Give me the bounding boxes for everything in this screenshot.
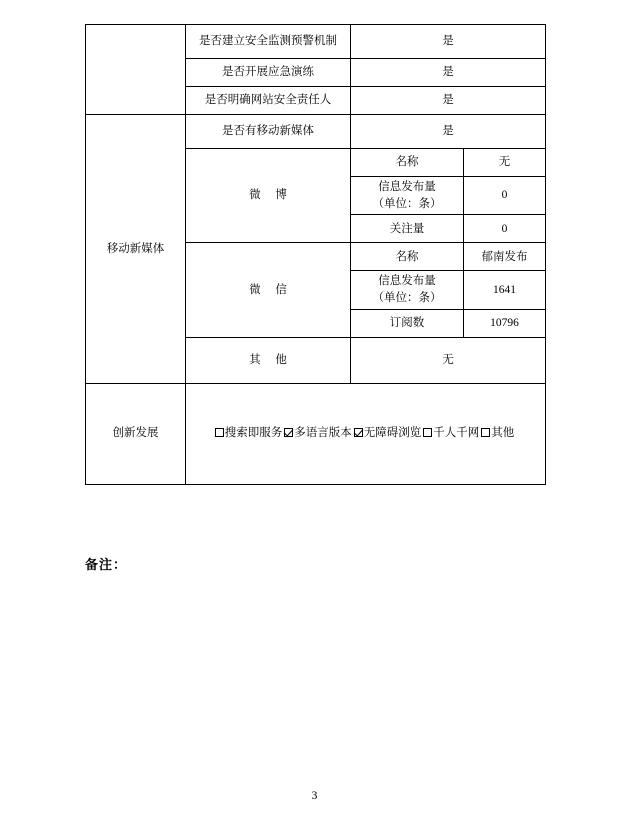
field-label-weixin-posts-line1: 信息发布量 (378, 275, 436, 288)
field-label-weibo-followers: 关注量 (351, 215, 464, 243)
field-value-weixin-subscribers: 10796 (464, 309, 546, 337)
row-value-security-owner: 是 (351, 87, 546, 115)
subsection-label-weixin: 微 信 (186, 243, 351, 337)
row-label-emergency-drill: 是否开展应急演练 (186, 59, 351, 87)
field-label-weibo-posts-line2: （单位：条） (372, 197, 442, 210)
checkbox-icon[interactable] (423, 428, 432, 437)
row-value-emergency-drill: 是 (351, 59, 546, 87)
field-label-weixin-subscribers: 订阅数 (351, 309, 464, 337)
subsection-label-weibo: 微 博 (186, 149, 351, 243)
field-value-weixin-posts: 1641 (464, 271, 546, 309)
field-value-weibo-followers: 0 (464, 215, 546, 243)
row-value-has-mobile-media: 是 (351, 115, 546, 149)
option-label-other: 其他 (491, 427, 515, 440)
option-label-search-as-service: 搜索即服务 (224, 427, 283, 440)
checkbox-checked-icon[interactable] (284, 428, 293, 437)
table-row (86, 25, 546, 59)
checkbox-checked-icon[interactable] (354, 428, 363, 437)
row-label-has-mobile-media: 是否有移动新媒体 (186, 115, 351, 149)
table-row (86, 115, 546, 149)
row-value-security-warning: 是 (351, 25, 546, 59)
field-label-weibo-posts-line1: 信息发布量 (378, 181, 436, 193)
field-label-weibo-name: 名称 (351, 149, 464, 177)
checkbox-icon[interactable] (481, 428, 490, 437)
page-number: 3 (311, 790, 318, 802)
field-label-weixin-name: 名称 (351, 243, 464, 271)
option-label-accessibility: 无障碍浏览 (363, 427, 422, 440)
report-table (85, 24, 546, 485)
option-personalized[interactable] (423, 427, 479, 439)
field-value-weibo-name: 无 (464, 149, 546, 177)
field-label-weibo-posts (351, 177, 464, 215)
innovation-options-cell (186, 383, 546, 484)
option-other[interactable] (481, 427, 514, 439)
field-value-weibo-posts: 0 (464, 177, 546, 215)
subsection-label-other: 其 他 (186, 337, 351, 383)
option-label-multi-language: 多语言版本 (294, 427, 352, 440)
field-value-weixin-name: 郁南发布 (464, 243, 546, 271)
field-label-weixin-posts-line2: （单位：条） (372, 292, 442, 305)
field-value-other: 无 (351, 337, 546, 383)
option-label-personalized: 千人千网 (433, 427, 480, 440)
option-accessibility[interactable] (354, 427, 422, 439)
section-label-innovation: 创新发展 (86, 383, 186, 484)
remark-label: 备注： (85, 557, 128, 572)
row-label-security-owner: 是否明确网站安全责任人 (186, 87, 351, 115)
innovation-options (189, 425, 542, 442)
row-label-security-warning: 是否建立安全监测预警机制 (186, 25, 351, 59)
option-multi-language[interactable] (284, 427, 352, 439)
section-label-mobile-media: 移动新媒体 (86, 115, 186, 384)
empty-section-cell (86, 25, 186, 115)
table-row (86, 383, 546, 484)
checkbox-icon[interactable] (215, 428, 224, 437)
field-label-weixin-posts (351, 271, 464, 309)
option-search-as-service[interactable] (215, 427, 283, 439)
